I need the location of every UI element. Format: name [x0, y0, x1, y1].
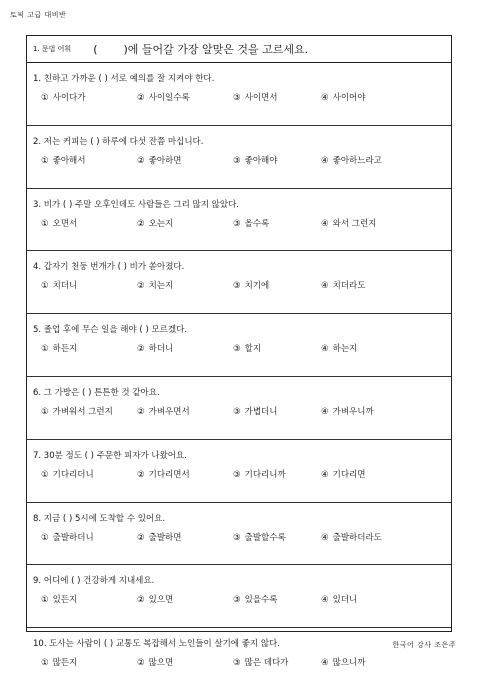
choice-number-marker: ③ — [233, 532, 241, 543]
answer-choice[interactable] — [137, 342, 173, 354]
question-item — [27, 63, 451, 126]
choice-text: 사이일수록 — [148, 93, 190, 103]
choice-number-marker: ① — [41, 218, 49, 229]
answer-choice[interactable] — [321, 656, 365, 668]
choice-number-marker: ② — [137, 469, 145, 480]
question-item — [27, 314, 451, 377]
choice-number-marker: ① — [41, 281, 49, 292]
choices-row — [33, 154, 451, 168]
choice-number-marker: ② — [137, 344, 145, 355]
question-item — [27, 503, 451, 566]
answer-choice[interactable] — [321, 91, 365, 103]
question-text: 10. 도사는 사람이 ( ) 교통도 복잡해서 노인들이 살기에 좋지 않다. — [33, 639, 280, 650]
answer-choice[interactable] — [41, 531, 94, 543]
instructor-credit: 한국어 강사 조은주 — [392, 641, 456, 649]
answer-choice[interactable] — [41, 279, 77, 291]
choice-number-marker: ③ — [233, 218, 241, 229]
choice-text: 치더라도 — [332, 281, 366, 292]
choice-number-marker: ② — [137, 532, 145, 543]
choice-number-marker: ① — [41, 469, 49, 480]
choice-text: 많은 데다가 — [244, 658, 289, 669]
choice-number-marker: ② — [137, 595, 145, 606]
answer-choice[interactable] — [41, 154, 85, 166]
answer-choice[interactable] — [321, 217, 376, 229]
question-item — [27, 377, 451, 440]
answer-choice[interactable] — [233, 154, 277, 166]
answer-choice[interactable] — [233, 91, 277, 103]
choice-number-marker: ④ — [321, 155, 329, 166]
header-open-paren: ( — [93, 42, 98, 56]
choice-text: 하더니 — [148, 344, 174, 355]
question-text: 8. 지금 ( ) 5시에 도착할 수 있어요. — [33, 513, 166, 524]
choice-text: 있더니 — [332, 595, 358, 606]
choice-text: 출발하더니 — [52, 532, 94, 543]
choice-text: 치기에 — [244, 281, 270, 292]
answer-choice[interactable] — [137, 279, 173, 291]
question-text: 5. 졸업 후에 무슨 일을 해야 ( ) 모르겠다. — [33, 325, 188, 336]
choice-number-marker: ③ — [233, 406, 241, 417]
answer-choice[interactable] — [137, 593, 173, 605]
answer-choice[interactable] — [41, 217, 77, 229]
choice-text: 많으니까 — [332, 658, 366, 669]
choice-text: 오면서 — [52, 218, 78, 229]
question-text: 6. 그 가방은 ( ) 튼튼한 것 같아요. — [33, 387, 160, 398]
choice-text: 가벼우면서 — [148, 406, 190, 417]
answer-choice[interactable] — [233, 656, 288, 668]
choice-number-marker: ② — [137, 93, 145, 103]
choice-text: 있으면 — [148, 595, 174, 606]
choice-number-marker: ③ — [233, 281, 241, 292]
question-text: 7. 30분 정도 ( ) 주문한 피자가 나왔어요. — [33, 450, 187, 461]
question-item — [27, 628, 451, 691]
answer-choice[interactable] — [137, 468, 190, 480]
choice-number-marker: ① — [41, 406, 49, 417]
choice-text: 사이다가 — [52, 93, 86, 103]
choice-text: 좋아하면 — [148, 155, 182, 166]
choice-text: 출발하면 — [148, 532, 182, 543]
question-text: 3. 비가 ( ) 주말 오후인데도 사람들은 그리 많지 않았다. — [33, 199, 239, 210]
choice-text: 치는지 — [148, 281, 174, 292]
choice-number-marker: ④ — [321, 532, 329, 543]
choice-text: 가벼워서 그런지 — [52, 406, 113, 417]
choice-number-marker: ③ — [233, 93, 241, 103]
instruction-header — [27, 36, 451, 63]
choices-row — [33, 468, 451, 482]
choice-number-marker: ② — [137, 218, 145, 229]
answer-choice[interactable] — [137, 91, 190, 103]
choices-row — [33, 593, 451, 607]
choice-text: 출발할수록 — [244, 532, 286, 543]
choice-text: 출발하더라도 — [332, 532, 382, 543]
choice-text: 좋아하느라고 — [332, 155, 382, 166]
choice-number-marker: ② — [137, 155, 145, 166]
choice-number-marker: ② — [137, 281, 145, 292]
question-list — [27, 63, 451, 691]
choice-number-marker: ③ — [233, 658, 241, 669]
choice-number-marker: ④ — [321, 469, 329, 480]
choice-text: 기다리더니 — [52, 469, 94, 480]
answer-choice[interactable] — [41, 593, 77, 605]
choice-number-marker: ① — [41, 155, 49, 166]
choice-text: 하는지 — [332, 344, 358, 355]
answer-choice[interactable] — [233, 279, 269, 291]
choice-text: 많으면 — [148, 658, 174, 669]
question-item — [27, 189, 451, 252]
choice-text: 좋아해야 — [244, 155, 278, 166]
question-item — [27, 251, 451, 314]
choice-text: 기다리니까 — [244, 469, 286, 480]
choice-text: 하든지 — [52, 344, 78, 355]
choice-number-marker: ④ — [321, 406, 329, 417]
answer-choice[interactable] — [41, 342, 77, 354]
answer-choice[interactable] — [41, 468, 94, 480]
instruction-text: )에 들어갈 가장 알맞은 것을 고르세요. — [123, 43, 309, 56]
answer-choice[interactable] — [137, 405, 190, 417]
choice-number-marker: ④ — [321, 658, 329, 669]
answer-choice[interactable] — [137, 531, 181, 543]
choices-row — [33, 279, 451, 293]
choices-row — [33, 656, 451, 670]
answer-choice[interactable] — [233, 531, 286, 543]
choice-number-marker: ① — [41, 532, 49, 543]
choice-number-marker: ④ — [321, 93, 329, 103]
choice-text: 오는지 — [148, 218, 174, 229]
choice-text: 많든지 — [52, 658, 78, 669]
choice-number-marker: ② — [137, 406, 145, 417]
choice-text: 치더니 — [52, 281, 78, 292]
answer-choice[interactable] — [233, 593, 277, 605]
answer-choice[interactable] — [321, 593, 357, 605]
answer-choice[interactable] — [233, 468, 286, 480]
question-text: 4. 갑자기 천둥 번개가 ( ) 비가 쏟아졌다. — [33, 262, 185, 273]
question-text: 2. 저는 커피는 ( ) 하루에 다섯 잔쯤 마십니다. — [33, 136, 204, 147]
answer-choice[interactable] — [321, 468, 365, 480]
choices-row — [33, 217, 451, 231]
question-item — [27, 440, 451, 503]
worksheet-course-label: 토픽 고급 대비반 — [10, 11, 67, 19]
choice-text: 올수록 — [244, 218, 270, 229]
choice-text: 기다리면서 — [148, 469, 190, 480]
answer-choice[interactable] — [137, 656, 173, 668]
answer-choice[interactable] — [321, 279, 365, 291]
choices-row — [33, 405, 451, 419]
choice-text: 있든지 — [52, 595, 78, 606]
choice-number-marker: ① — [41, 595, 49, 606]
choice-number-marker: ④ — [321, 218, 329, 229]
choice-text: 사이면서 — [244, 93, 278, 103]
choice-text: 사이어야 — [332, 93, 366, 103]
choice-number-marker: ① — [41, 344, 49, 355]
answer-choice[interactable] — [137, 154, 181, 166]
choice-number-marker: ④ — [321, 595, 329, 606]
answer-choice[interactable] — [137, 217, 173, 229]
answer-choice[interactable] — [233, 217, 269, 229]
choice-number-marker: ① — [41, 658, 49, 669]
choice-text: 기다리면 — [332, 469, 366, 480]
choice-text: 있을수록 — [244, 595, 278, 606]
choice-number-marker: ③ — [233, 344, 241, 355]
choice-number-marker: ③ — [233, 595, 241, 606]
question-text: 1. 친하고 가까운 ( ) 서로 예의를 잘 지켜야 한다. — [33, 74, 215, 84]
answer-choice[interactable] — [321, 531, 382, 543]
question-text: 9. 어디에 ( ) 건강하게 지내세요. — [33, 576, 155, 587]
choice-number-marker: ③ — [233, 469, 241, 480]
question-item — [27, 565, 451, 628]
choice-text: 할지 — [244, 344, 262, 355]
choice-number-marker: ③ — [233, 155, 241, 166]
choice-text: 가벼우니까 — [332, 406, 374, 417]
choice-text: 좋아해서 — [52, 155, 86, 166]
choice-text: 가볍더니 — [244, 406, 278, 417]
answer-choice[interactable] — [233, 342, 261, 354]
answer-choice[interactable] — [321, 154, 382, 166]
choice-text: 와서 그런지 — [332, 218, 377, 229]
answer-choice[interactable] — [321, 342, 357, 354]
choice-number-marker: ① — [41, 93, 49, 103]
choice-number-marker: ④ — [321, 281, 329, 292]
answer-choice[interactable] — [233, 405, 277, 417]
choices-row — [33, 342, 451, 356]
choice-number-marker: ② — [137, 658, 145, 669]
choice-number-marker: ④ — [321, 344, 329, 355]
choices-row — [33, 531, 451, 545]
answer-choice[interactable] — [321, 405, 374, 417]
answer-choice[interactable] — [41, 656, 77, 668]
section-label: 1. 문법 어휘 — [33, 45, 72, 53]
answer-choice[interactable] — [41, 91, 85, 103]
answer-choice[interactable] — [41, 405, 113, 417]
choices-row — [33, 91, 451, 105]
question-item — [27, 126, 451, 189]
